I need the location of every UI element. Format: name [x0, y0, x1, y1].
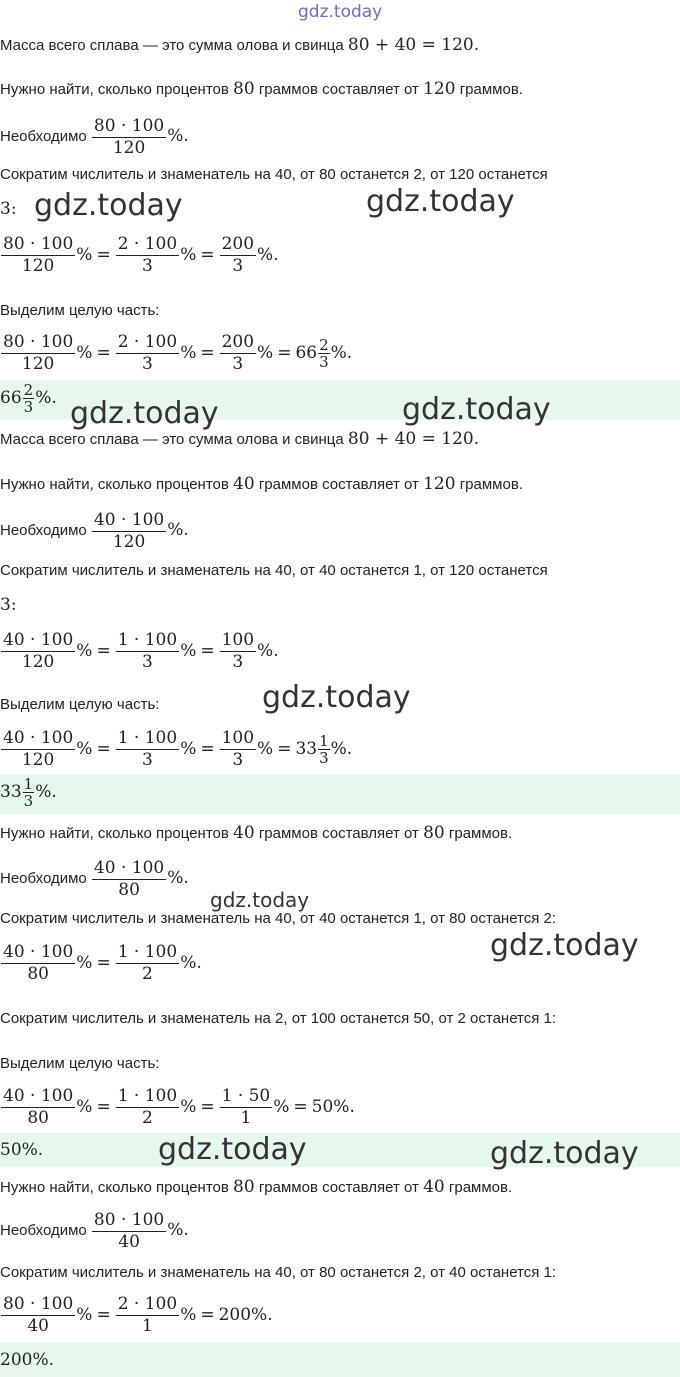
fraction — [92, 858, 166, 901]
total-text: Масса всего сплава — это сумма олова и свинца — [0, 431, 344, 448]
numerator: 1 — [23, 775, 34, 793]
fraction — [1, 630, 75, 673]
numerator: 40 · 100 — [93, 857, 165, 878]
whole-line: Выделим целую часть: — [0, 1055, 160, 1072]
find-text: Нужно найти, сколько процентов — [0, 825, 229, 842]
numerator: 80 · 100 — [3, 234, 74, 254]
fraction — [116, 728, 179, 771]
numerator: 100 — [221, 728, 255, 748]
need-line — [0, 508, 189, 553]
numerator: 40 · 100 — [3, 728, 74, 748]
mixed-fraction — [318, 733, 330, 766]
denominator: 2 — [142, 964, 153, 984]
denominator: 3 — [232, 256, 244, 276]
percent: %. — [35, 782, 57, 802]
denominator: 3 — [23, 398, 34, 416]
mixed-fraction — [23, 382, 35, 415]
percent: % — [257, 343, 274, 363]
equals: = — [200, 739, 215, 759]
denominator: 3 — [232, 354, 244, 374]
reduce-detail: 40, от 40 останется 1, от 120 останется — [275, 562, 548, 579]
reduce-text: Сократим числитель и знаменатель на — [0, 910, 271, 927]
reduce-detail: 40, от 80 останется 2, от 40 останется 1: — [275, 1264, 557, 1281]
watermark: gdz.today — [70, 396, 219, 431]
percent: %. — [167, 126, 189, 146]
denominator: 80 — [118, 879, 140, 900]
need-label: Необходимо — [0, 128, 87, 145]
denominator: 120 — [21, 652, 55, 672]
fraction — [220, 332, 256, 375]
answer-band-4 — [0, 1342, 680, 1377]
watermark: gdz.today — [490, 1136, 639, 1171]
reduce-detail: 2, от 100 останется 50, от 2 останется 1: — [275, 1010, 557, 1027]
reduce-line — [0, 1010, 556, 1028]
equals: = — [200, 343, 215, 363]
numerator: 80 · 100 — [3, 1294, 74, 1314]
equals: = — [200, 245, 215, 265]
numerator: 100 — [221, 630, 255, 650]
total-text: Масса всего сплава — это сумма олова и свинца — [0, 37, 344, 54]
watermark: gdz.today — [34, 188, 183, 223]
find-a: 40 — [233, 474, 255, 494]
answer: 50%. — [0, 1140, 44, 1160]
result: 200%. — [218, 1305, 273, 1325]
percent: % — [273, 1097, 290, 1117]
equals: = — [96, 1305, 111, 1325]
numerator: 2 — [319, 336, 329, 354]
percent: % — [76, 343, 93, 363]
denominator: 1 — [142, 1316, 153, 1336]
equals: = — [293, 1097, 308, 1117]
mixed-fraction — [23, 776, 35, 809]
answer — [0, 382, 57, 415]
equals: = — [96, 1097, 111, 1117]
percent: % — [257, 739, 274, 759]
find-line — [0, 824, 512, 843]
reduce-line — [0, 910, 556, 928]
numerator: 2 — [23, 381, 34, 399]
find-text: Нужно найти, сколько процентов — [0, 1179, 229, 1196]
find-post: граммов. — [448, 825, 513, 842]
fraction — [1, 942, 75, 985]
numerator: 1 — [319, 732, 329, 750]
denominator: 3 — [232, 750, 244, 770]
percent: % — [180, 1305, 197, 1325]
reduce-text: Сократим числитель и знаменатель на — [0, 166, 271, 183]
watermark: gdz.today — [366, 184, 515, 219]
fraction — [116, 942, 179, 985]
fraction — [116, 1294, 179, 1337]
find-b: 120 — [423, 79, 456, 99]
whole-line: Выделим целую часть: — [0, 302, 160, 319]
percent: % — [76, 245, 93, 265]
numerator: 200 — [221, 234, 255, 254]
need-line — [0, 856, 189, 901]
percent: %. — [330, 343, 353, 363]
percent: % — [180, 245, 197, 265]
find-text: Нужно найти, сколько процентов — [0, 81, 229, 98]
equals: = — [277, 343, 292, 363]
numerator: 2 · 100 — [117, 1294, 178, 1314]
fraction — [116, 234, 179, 277]
fraction — [220, 234, 256, 277]
reduce-text: Сократим числитель и знаменатель на — [0, 1264, 271, 1281]
numerator: 40 · 100 — [3, 942, 74, 962]
reduce-line — [0, 562, 548, 580]
find-post: граммов. — [459, 476, 523, 493]
percent: % — [76, 1305, 93, 1325]
denominator: 3 — [142, 354, 153, 374]
total-expr: 80 + 40 = 120. — [347, 35, 480, 55]
find-mid: граммов составляет от — [258, 825, 419, 842]
percent: % — [180, 343, 197, 363]
fraction — [116, 630, 179, 673]
mixed-whole: 33 — [295, 739, 318, 759]
percent: %. — [257, 641, 279, 661]
reduce-line — [0, 1264, 556, 1282]
find-a: 80 — [233, 1177, 255, 1197]
denominator: 3 — [142, 256, 153, 276]
numerator: 80 · 100 — [93, 1209, 165, 1230]
denominator: 120 — [112, 531, 146, 552]
equals: = — [200, 641, 215, 661]
equation-row — [0, 1086, 355, 1129]
watermark: gdz.today — [262, 680, 411, 715]
find-line — [0, 80, 523, 99]
fraction — [116, 1086, 179, 1129]
denominator: 3 — [319, 749, 329, 767]
equation-row — [0, 728, 352, 771]
numerator: 200 — [221, 332, 255, 352]
denominator: 3 — [232, 652, 244, 672]
reduce-detail: 40, от 40 останется 1, от 80 останется 2: — [275, 910, 557, 927]
numerator: 40 · 100 — [3, 630, 74, 650]
need-label: Необходимо — [0, 522, 87, 539]
equation-row — [0, 332, 352, 375]
fraction — [1, 1086, 75, 1129]
watermark: gdz.today — [158, 1132, 307, 1167]
fraction — [1, 332, 75, 375]
equation-row — [0, 630, 279, 673]
total-line — [0, 36, 479, 55]
numerator: 1 · 50 — [221, 1086, 271, 1106]
percent: %. — [167, 520, 189, 540]
find-b: 80 — [423, 823, 445, 843]
numerator: 80 · 100 — [93, 115, 165, 136]
find-line — [0, 1178, 512, 1197]
numerator: 1 · 100 — [117, 942, 178, 962]
need-line — [0, 1208, 189, 1253]
equals: = — [96, 953, 111, 973]
numerator: 40 · 100 — [93, 509, 165, 530]
fraction — [116, 332, 179, 375]
fraction — [220, 630, 256, 673]
denominator: 1 — [240, 1108, 252, 1128]
percent: %. — [330, 739, 353, 759]
find-mid: граммов составляет от — [258, 476, 419, 493]
reduce-tail: 3: — [0, 595, 17, 615]
percent: % — [76, 953, 93, 973]
total-expr: 80 + 40 = 120. — [347, 429, 480, 449]
need-label: Необходимо — [0, 870, 87, 887]
result: 50%. — [311, 1097, 355, 1117]
watermark: gdz.today — [298, 2, 383, 22]
mixed-whole: 66 — [295, 343, 318, 363]
numerator: 1 · 100 — [117, 728, 178, 748]
denominator: 80 — [27, 964, 49, 984]
fraction — [220, 1086, 273, 1129]
numerator: 2 · 100 — [117, 234, 178, 254]
find-b: 120 — [423, 474, 456, 494]
percent: % — [180, 641, 197, 661]
need-line — [0, 114, 189, 159]
denominator: 40 — [27, 1316, 49, 1336]
percent: % — [76, 739, 93, 759]
equals: = — [96, 343, 111, 363]
whole-line: Выделим целую часть: — [0, 696, 160, 713]
equation-row — [0, 942, 202, 985]
denominator: 3 — [142, 750, 153, 770]
equals: = — [96, 245, 111, 265]
total-line — [0, 430, 479, 449]
fraction — [1, 728, 75, 771]
find-a: 40 — [233, 823, 255, 843]
fraction — [92, 510, 166, 553]
equation-row — [0, 1294, 273, 1337]
numerator: 80 · 100 — [3, 332, 74, 352]
watermark: gdz.today — [490, 928, 639, 963]
reduce-tail: 3: — [0, 199, 17, 219]
denominator: 3 — [23, 792, 34, 810]
equation-row — [0, 234, 279, 277]
fraction — [1, 1294, 75, 1337]
answer — [0, 776, 57, 809]
equals: = — [200, 1097, 215, 1117]
reduce-detail: 40, от 80 останется 2, от 120 останется — [275, 166, 548, 183]
find-post: граммов. — [448, 1179, 513, 1196]
percent: %. — [167, 868, 189, 888]
answer: 200%. — [0, 1350, 55, 1370]
fraction — [1, 234, 75, 277]
find-mid: граммов составляет от — [258, 1179, 419, 1196]
denominator: 120 — [21, 354, 55, 374]
find-post: граммов. — [459, 81, 523, 98]
denominator: 120 — [21, 750, 55, 770]
reduce-text: Сократим числитель и знаменатель на — [0, 1010, 271, 1027]
percent: % — [180, 739, 197, 759]
percent: % — [180, 1097, 197, 1117]
find-line — [0, 475, 523, 494]
fraction — [92, 116, 166, 159]
percent: %. — [257, 245, 279, 265]
answer-whole: 33 — [0, 782, 22, 802]
denominator: 3 — [142, 652, 153, 672]
answer-whole: 66 — [0, 388, 22, 408]
percent: % — [76, 641, 93, 661]
find-mid: граммов составляет от — [258, 81, 419, 98]
percent: %. — [180, 953, 202, 973]
percent: % — [76, 1097, 93, 1117]
denominator: 80 — [27, 1108, 49, 1128]
percent: %. — [167, 1220, 189, 1240]
mixed-fraction — [318, 337, 330, 370]
equals: = — [277, 739, 292, 759]
answer-band-2 — [0, 774, 680, 814]
find-text: Нужно найти, сколько процентов — [0, 476, 229, 493]
reduce-line — [0, 166, 548, 184]
denominator: 2 — [142, 1108, 153, 1128]
denominator: 120 — [21, 256, 55, 276]
need-label: Необходимо — [0, 1222, 87, 1239]
denominator: 3 — [319, 353, 329, 371]
numerator: 1 · 100 — [117, 630, 178, 650]
watermark: gdz.today — [402, 392, 551, 427]
fraction — [220, 728, 256, 771]
numerator: 2 · 100 — [117, 332, 178, 352]
fraction — [92, 1210, 166, 1253]
watermark: gdz.today — [210, 888, 310, 912]
equals: = — [96, 739, 111, 759]
find-b: 40 — [423, 1177, 445, 1197]
find-a: 80 — [233, 79, 255, 99]
denominator: 40 — [118, 1231, 140, 1252]
percent: %. — [35, 388, 57, 408]
equals: = — [96, 641, 111, 661]
numerator: 40 · 100 — [3, 1086, 74, 1106]
reduce-text: Сократим числитель и знаменатель на — [0, 562, 271, 579]
numerator: 1 · 100 — [117, 1086, 178, 1106]
denominator: 120 — [112, 137, 146, 158]
equals: = — [200, 1305, 215, 1325]
